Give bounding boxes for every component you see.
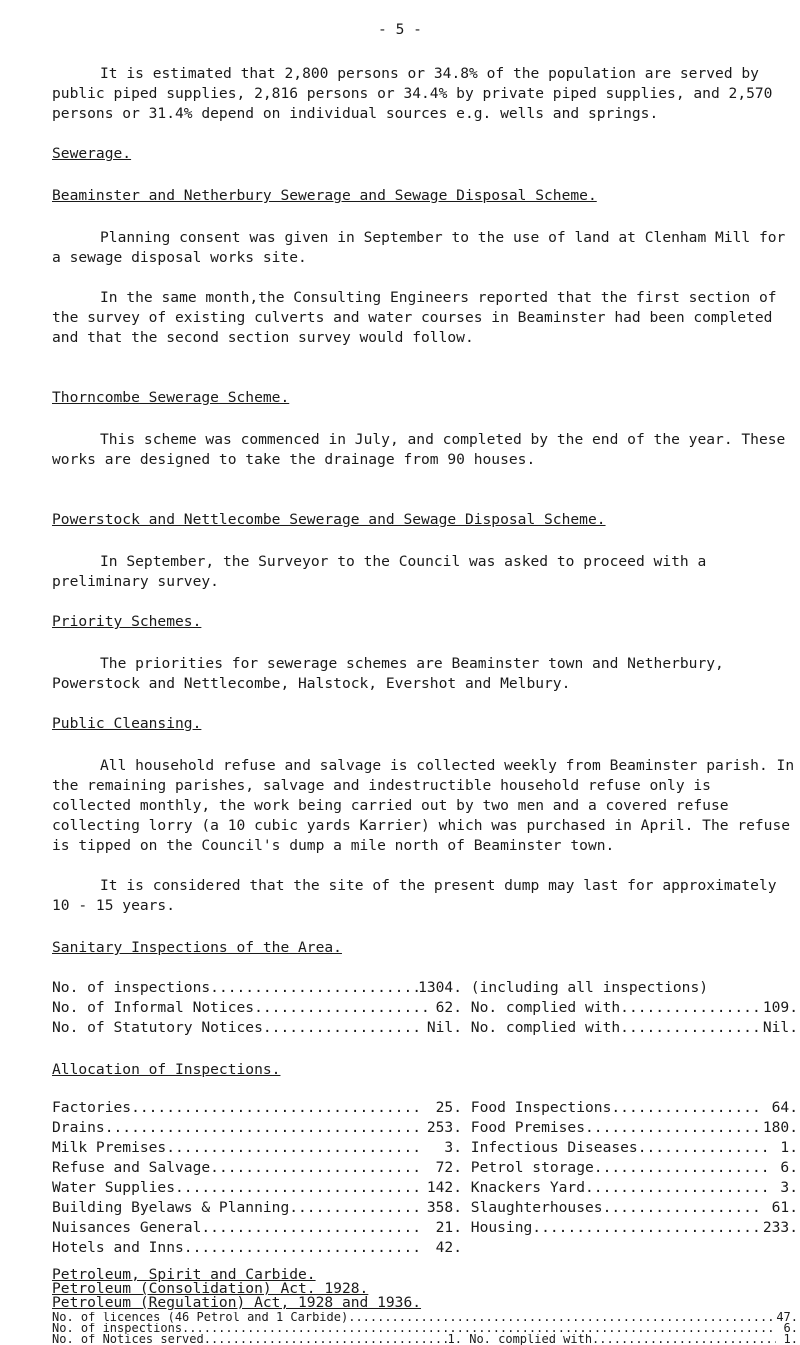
cleansing-heading: Public Cleansing. [52, 715, 202, 732]
table-row: Nuisances General ..... 21. Housing ..... 233. [52, 1218, 798, 1238]
table-row: Water Supplies ..... 142. Knackers Yard ..... 3. [52, 1178, 798, 1198]
table-row: No. of licences (46 Petrol and 1 Carbide). ..... 47. [52, 1312, 798, 1323]
page-number: - 5 - [378, 21, 422, 38]
allocation-heading: Allocation of Inspections. [52, 1061, 281, 1078]
table-row: Building Byelaws & Planning ..... 358. Slaughterhouses ..... 61. [52, 1198, 798, 1218]
beaminster-paragraph-2: In the same month,the Consulting Engineers reported that the first section of the survey of existing culverts and water courses in Beaminster had been completed and that the second section survey would follow. [52, 289, 777, 346]
priority-paragraph: The priorities for sewerage schemes are Beaminster town and Netherbury, Powerstock and Nettlecombe, Halstock, Evershot and Melbury. [52, 655, 724, 692]
sewerage-heading: Sewerage. [52, 145, 132, 162]
petroleum-headings: Petroleum, Spirit and Carbide. Petroleum (Consolidation) Act. 1928. Petroleum (Regulation) Act, 1928 and 1936. [52, 1266, 422, 1311]
cleansing-paragraph-1: All household refuse and salvage is collected weekly from Beaminster parish. In the remaining parishes, salvage and indestructible household refuse only is collected monthly, the work being carried out by two men and a covered refuse collecting lorry (a 10 cubic yards Karrier) which was purchased in April. The refuse is tipped on the Council's dump a mile north of Beaminster town. [52, 757, 795, 854]
table-row: No. of inspections ..... 6. [52, 1323, 798, 1334]
powerstock-heading: Powerstock and Nettlecombe Sewerage and Sewage Disposal Scheme. [52, 511, 606, 528]
table-row: Refuse and Salvage ..... 72. Petrol storage ..... 6. [52, 1158, 798, 1178]
intro-paragraph: It is estimated that 2,800 persons or 34.8% of the population are served by public piped supplies, 2,816 persons or 34.4% by private piped supplies, and 2,570 persons or 31.4% depend on individual sources e.g. wells and springs. [52, 65, 773, 122]
inspections-heading: Sanitary Inspections of the Area. [52, 939, 342, 956]
table-row: Milk Premises ..... 3. Infectious Diseases ..... 1. [52, 1138, 798, 1158]
table-row: Drains ..... 253. Food Premises ..... 180. [52, 1118, 798, 1138]
table-row: Hotels and Inns ..... 42. [52, 1238, 798, 1258]
allocation-table [52, 1098, 798, 1258]
inspections-table [52, 978, 798, 1038]
thorncombe-paragraph: This scheme was commenced in July, and completed by the end of the year. These works are designed to take the drainage from 90 houses. [52, 431, 786, 468]
powerstock-paragraph: In September, the Surveyor to the Council was asked to proceed with a preliminary survey. [52, 553, 707, 590]
table-row: No. of inspections ..... 1304. (including all inspections) [52, 978, 798, 998]
thorncombe-heading: Thorncombe Sewerage Scheme. [52, 389, 290, 406]
table-row: No. of Informal Notices ..... 62. No. complied with ..... 109. [52, 998, 798, 1018]
cleansing-paragraph-2: It is considered that the site of the present dump may last for approximately 10 - 15 years. [52, 877, 777, 914]
beaminster-scheme-heading: Beaminster and Netherbury Sewerage and Sewage Disposal Scheme. [52, 187, 597, 204]
priority-heading: Priority Schemes. [52, 613, 202, 630]
table-row: Factories ..... 25. Food Inspections ..... 64. [52, 1098, 798, 1118]
beaminster-paragraph-1: Planning consent was given in September to the use of land at Clenham Mill for a sewage disposal works site. [52, 229, 786, 266]
petroleum-table [52, 1312, 798, 1345]
table-row: No. of Notices served ..... 1. No. complied with ..... 1. [52, 1334, 798, 1345]
table-row: No. of Statutory Notices ..... Nil. No. complied with ..... Nil. [52, 1018, 798, 1038]
